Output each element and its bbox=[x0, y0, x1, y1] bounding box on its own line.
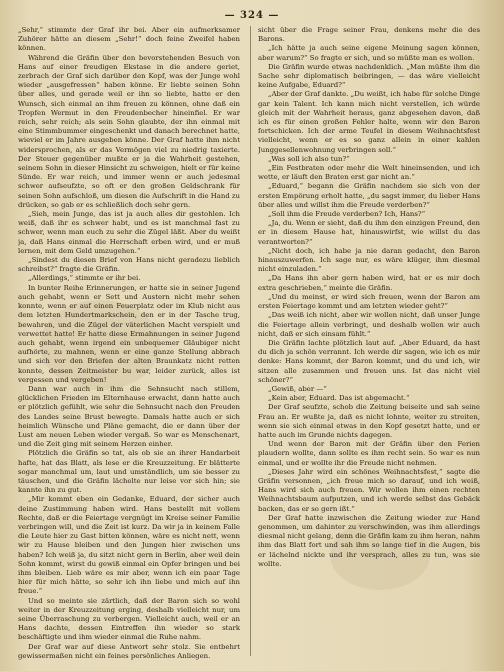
paragraph: „Allerdings,“ stimmte er ihr bei. bbox=[28, 274, 141, 283]
paragraph: „Sindest du diesen Brief von Hans nicht geradezu lieblich schreibst?“ fragte die Gräfin. bbox=[18, 256, 240, 274]
paragraph: In bunter Reihe Erinnerungen, er hatte sie in seiner Jugend auch gehabt, wenn er Sett und Austern nicht mehr sehen konnte, wenn er auf einen Feuerplatz oder im Klub nicht aus dem letzten Hundertmarkschein, den er in der Tasche trug, bewahren, und die Zügel der väterlichen Macht verspielt und verwettet hatte! Er hatte diese Ermahnungen in seiner Jugend auch gehabt, wenn irgend ein unbequemer Gläubiger nicht aufhörte, zu mahnen, wenn er eine ganze Stellung abbrach und sich vor den Briefen der alten Braunkatz nicht retten konnte, dessen Zeitmeister bu war, leider zurück, alles ist vergessen und vergeben! bbox=[18, 283, 240, 384]
paragraph: Dann war auch in ihm die Sehnsucht nach stillem, glücklichen Frieden im Elternhause erwacht, dann hatte auch er plötzlich gefühlt, wie sehr die Sehnsucht nach den Freuden des Landes seine Brust bewegte. Damals hatte auch er sich heimlich Wünsche und Pläne gemacht, die er dann über der Lust am neuen Leben wieder vergaß. So war es Menschenart, und die Zeit ging mit seinem Herzen einher. bbox=[18, 384, 240, 449]
paragraph: „Nicht doch, ich habe ja nie daran gedacht, den Baron hinauszuwerfen. Ich sage nur, es wäre klüger, ihm diesmal nicht einzuladen.“ bbox=[258, 246, 480, 274]
paragraph: „Ich hätte ja auch seine eigene Meinung sagen können, aber warum?“ So fragte er sich, und so müßte man es wollen. bbox=[258, 44, 480, 62]
paragraph: Und so meinte sie zärtlich, daß der Baron sich so wohl weiter in der Kreuzzeitung erging, deshalb vielleicht nur, um seine Überraschung zu verbergen. Vielleicht auch, weil er an Hans dachte, dessen Eintreffen ihn wieder so stark beschäftigte und ihm wieder einmal die Ruhe nahm. bbox=[18, 596, 240, 642]
paragraph: „Kein aber, Eduard. Das ist abgemacht.“ bbox=[268, 394, 410, 403]
right-column bbox=[258, 26, 480, 662]
paragraph: „Sehr,“ stimmte der Graf ihr bei. Aber ein aufmerksamer Zuhörer hätte an diesem „Sehr!“ doch feine Zweifel haben können. bbox=[18, 26, 240, 53]
paragraph: „Dieses Jahr wird ein schönes Weihnachtsfest,“ sagte die Gräfin versonnen, „ich freue mich so darauf, und ich weiß, Hans wird sich auch freuen. Wir wollen ihm einen rechten Weihnachtsbaum aufputzen, und ich werde selbst das Gebäck backen, das er so gern ißt.“ bbox=[258, 467, 480, 513]
paragraph: „Sieh, mein Junge, das ist ja auch alles dir gestohlen. Ich weiß, daß ihr es schwer habt, und es ist manchmal fast zu schwer, wenn man euch zu sehr die Zügel läßt. Aber du weißt ja, daß Hans einmal die Herrschaft erben wird, und er muß lernen, mit dem Geld umzugehen.“ bbox=[18, 210, 240, 255]
paragraph: Plötzlich die Gräfin so tat, als ob sie an ihrer Handarbeit hafte, hat das Blatt, als lese er die Kreuzzeitung. Er blätterte sogar manchmal um, laut und umständlich, um sie besser zu täuschen, und die Gräfin lächelte nur leise vor sich hin; sie kannte ihn zu gut. bbox=[18, 449, 240, 495]
paragraph: „Soll ihm die Freude verderben? Ich, Hans?“ bbox=[268, 210, 426, 219]
paragraph: Der Graf hatte inzwischen die Zeitung wieder zur Hand genommen, um dahinter zu verschwinden, was ihm allerdings diesmal nicht gelang, denn die Gräfin kam zu ihm heran, nahm ihm das Blatt fort und sah ihm so lange tief in die Augen, bis er lächelnd nickte und ihr versprach, alles zu tun, was sie wollte. bbox=[258, 513, 480, 568]
paragraph: „Und du meinst, er wird sich freuen, wenn der Baron am ersten Feiertage kommt und am letzten wieder geht?“ bbox=[258, 292, 480, 311]
paragraph: „Das weiß ich nicht, aber wir wollen nicht, daß unser Junge die Feiertage allein verbringt, und deshalb wollen wir auch nicht, daß er sich einsam fühlt.“ bbox=[258, 311, 480, 338]
page-number: — 324 — bbox=[224, 10, 280, 21]
paragraph: sicht über die Frage seiner Frau, denkens mehr die des Barons. bbox=[258, 26, 480, 44]
paragraph: „Gewiß, aber —“ bbox=[268, 384, 327, 393]
paragraph: Die Gräfin wurde etwas nachdenklich. „Man müßte ihm die Sache sehr diplomatisch beibringen, — das wäre vielleicht keine Aufgabe, Eduard?“ bbox=[258, 62, 480, 90]
left-column bbox=[18, 26, 240, 662]
paragraph: Die Gräfin lachte plötzlich laut auf. „Aber Eduard, da hast du dich ja schön verrannt. Ich werde dir sagen, wie ich es mir denke: Hans kommt, der Baron kommt, und du und ich, wir sitzen alle zusammen und freuen uns. Ist das nicht viel schöner?“ bbox=[258, 338, 480, 384]
column-divider bbox=[250, 26, 251, 656]
paragraph: „Da Hans ihn aber gern haben wird, hat er es mir doch extra geschrieben,“ meinte die Gräfin. bbox=[258, 274, 480, 292]
paragraph: Während die Gräfin über den bevorstehenden Besuch von Hans auf einer freudigen Ekstase in die andere geriet, zerbrach der Graf sich darüber den Kopf, was der Junge wohl wieder „ausgefressen“ haben könne. Er liebte seinen Sohn über alles, und gerade weil er ihn so liebte, hatte er den Wunsch, sich einmal an ihm freuen zu können, ohne daß ein Tropfen Wermut in den Freudenbecher hineinfiel. Er war reich, sehr reich; als sein Sohn glaubte, der ihn einmal mit eine Stimmbummer eingeschenkt und danach berechnet hatte, wieviel er im Jahre ausgeben könne. Der Graf hatte ihm nicht widersprochen, als er das Vermögen viel zu niedrig taxierte. Der Steuer gegenüber mußte er ja die Wahrheit gestehen, seinem Sohn in dieser Hinsicht zu schweigen, hielt er für keine Sünde. Er war reich, und immer wenn er auch jedesmal schwer aufseufzte, so oft er den großen Geldschrank für seinen Sohn aufschloß, um diesen die Aufschrift in die Hand zu drücken, so gab er es schließlich doch sehr gern. bbox=[18, 53, 240, 209]
paragraph: „Ein Festbraten oder mehr die Welt hineinsenden, und ich wette, er läuft den Braten erst gar nicht an.“ bbox=[258, 164, 480, 182]
paragraph: „Ja, du. Wenn er sieht, daß du ihm den einzigen Freund, den er in diesem Hause hat, hinauswirfst, wie willst du das verantworten?“ bbox=[258, 219, 480, 246]
paragraph: „Aber der Graf dankte. „Du weißt, ich habe für solche Dinge gar kein Talent. Ich kann mich nicht verstellen, ich würde gleich mit der Wahrheit heraus, ganz abgesehen davon, daß ich es für einen großen Fehler halte, wenn wir den Baron fortschicken. Ich der arme Teufel in diesem Weihnachtsfest vielleicht, wenn er es so ganz allein in einer kahlen Junggesellenwohnung verbringen soll.“ bbox=[258, 90, 480, 154]
paragraph: Der Graf war auf diese Antwort sehr stolz. Sie entbehrt gewissermaßen nicht ein feines persönliches Anliegen. bbox=[18, 642, 240, 660]
paragraph: Der Graf seufzte, schob die Zeitung beiseite und sah seine Frau an. Er wußte ja, daß es nicht lohnte, weiter zu streiten, wenn sie sich einmal etwas in den Kopf gesetzt hatte, und er hatte auch im Grunde nichts dagegen. bbox=[258, 403, 480, 439]
paragraph: Und wenn der Baron mit der Gräfin über den Ferien plaudern wollte, dann sollte es ihm recht sein. So war es nun einmal, und er wollte ihr die Freude nicht nehmen. bbox=[258, 440, 480, 467]
paragraph: „Eduard,“ begann die Gräfin nachdem sie sich von der ersten Empörung erholt hatte, „du sagst immer, du lieber Hans über alles und willst ihm die Freude verderben?“ bbox=[258, 182, 480, 209]
paragraph: „Was soll ich also tun?“ bbox=[268, 154, 350, 163]
paragraph: „Mir kommt eben ein Gedanke, Eduard, der sicher auch deine Zustimmung haben wird. Hans bestellt mit vollem Rechte, daß er die Feiertage vergnügt im Kreise seiner Familie verbringen will, und die Zeit ist kurz. Da wir ja in keinem Falle die Leute hier zu Gast bitten können, wäre es nicht nett, wenn wir zu Hause bleiben und den Jungen hier zwischen uns haben? Ich weiß ja, du sitzt nicht gern in Berlin, aber weil dein Sohn kommt, wirst du gewiß einmal ein Opfer bringen und bei ihm bleiben. Lieb wäre es mir aber, wenn ich ein paar Tage hier für mich hätte, so sehr ich ihn liebe und mich auf ihn freue.“ bbox=[18, 495, 240, 596]
